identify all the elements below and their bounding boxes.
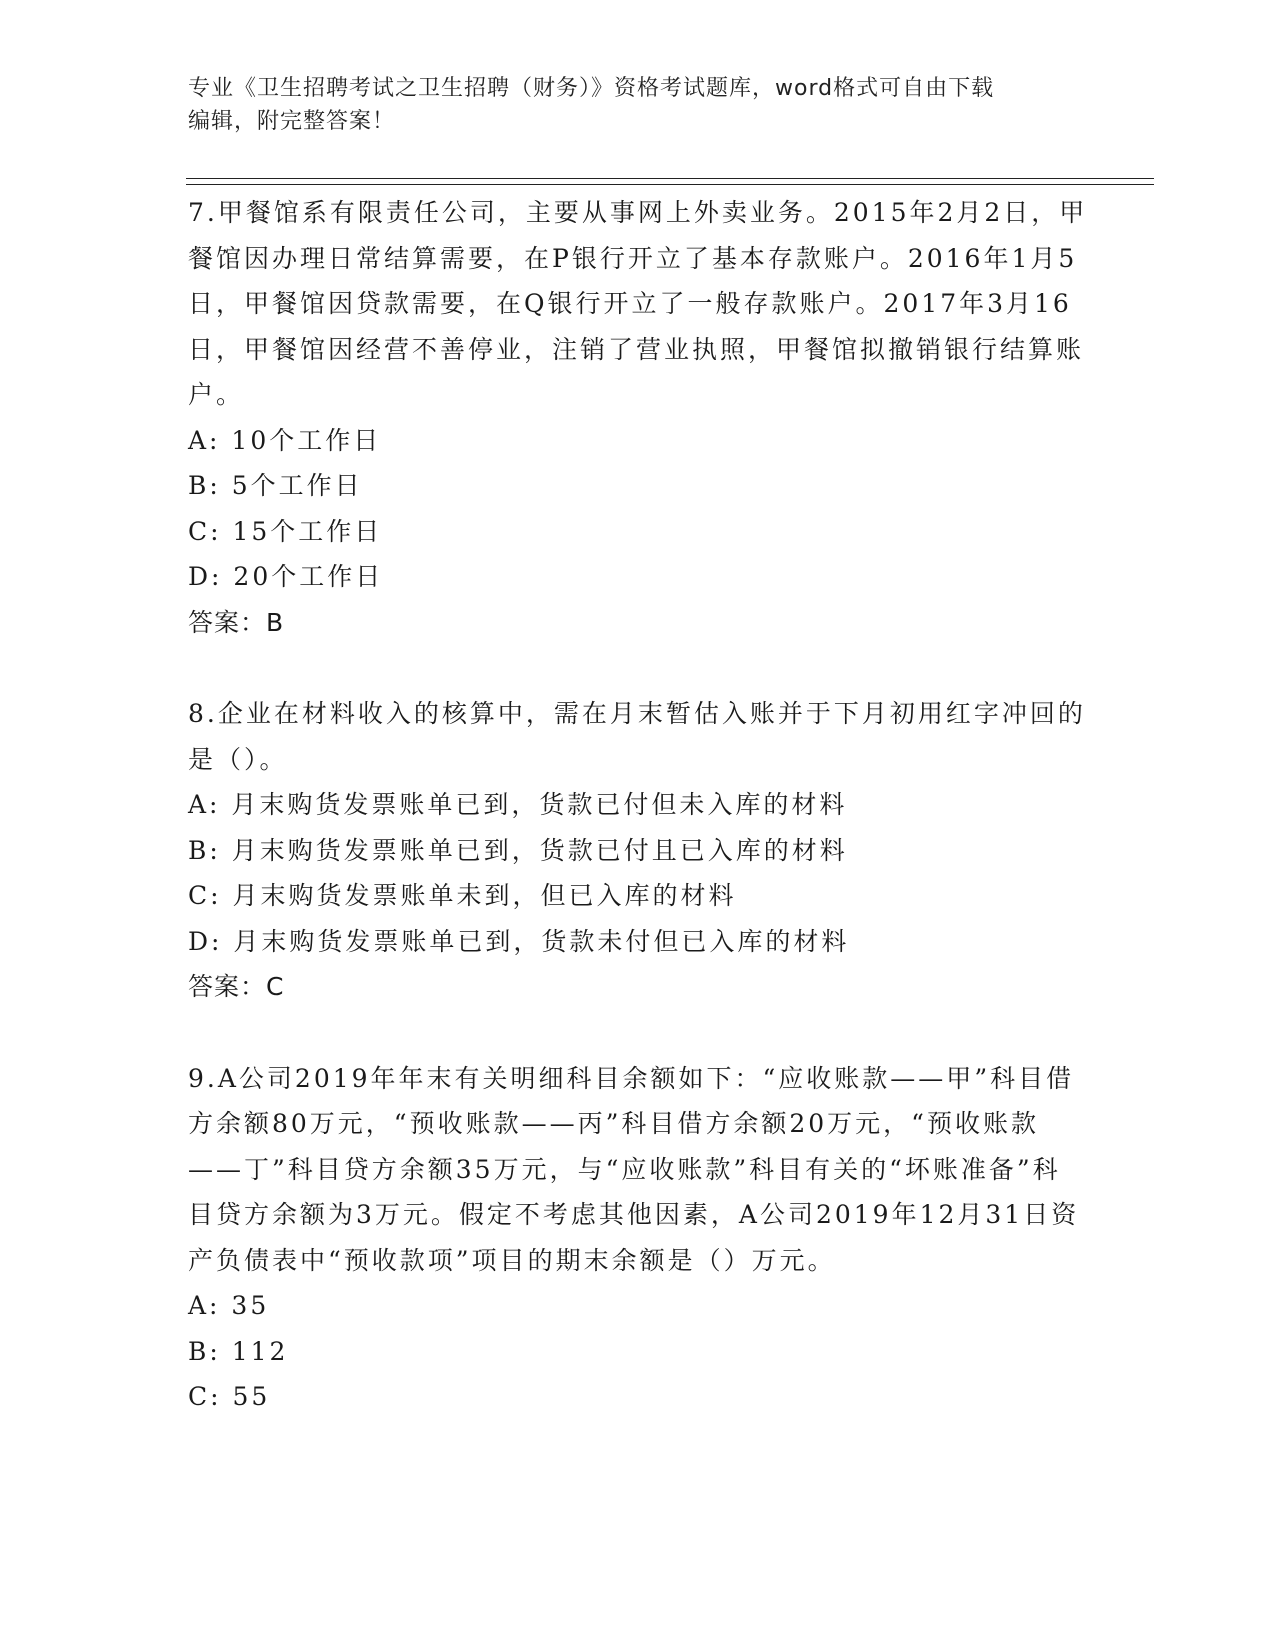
option-c: C: 15个工作日	[188, 516, 383, 546]
question-7	[188, 190, 1088, 645]
answer-label: 答案：C	[188, 972, 285, 1001]
question-stem: 8.企业在材料收入的核算中，需在月末暂估入账并于下月初用红字冲回的是（）。	[188, 699, 1086, 774]
option-b: B: 月末购货发票账单已到，货款已付且已入库的材料	[188, 835, 848, 865]
option-a: A: 10个工作日	[188, 425, 382, 455]
option-d: D: 20个工作日	[188, 562, 384, 591]
question-stem: 9.A公司2019年年末有关明细科目余额如下：“应收账款——甲”科目借方余额80万元，“预收账款——丙”科目借方余额20万元，“预收账款——丁”科目贷方余额35万元，与“应收账款”科目有关的“坏账准备”科目贷方余额为3万元。假定不考虑其他因素，A公司2019年12月31日资产负债表中“预收款项”项目的期末余额是（）万元。	[188, 1063, 1080, 1275]
header-line-2: 编辑，附完整答案！	[188, 109, 396, 134]
option-c: C: 55	[188, 1382, 271, 1411]
option-b: B: 5个工作日	[188, 471, 363, 500]
question-8	[188, 691, 1088, 1010]
header-divider-bottom	[186, 184, 1154, 185]
header-divider-top	[186, 178, 1154, 179]
option-b: B: 112	[188, 1336, 289, 1366]
option-c: C: 月末购货发票账单未到，但已入库的材料	[188, 881, 737, 910]
question-stem: 7.甲餐馆系有限责任公司，主要从事网上外卖业务。2015年2月2日，甲餐馆因办理日常结算需要，在P银行开立了基本存款账户。2016年1月5日，甲餐馆因贷款需要，在Q银行开立了一般存款账户。2017年3月16日，甲餐馆因经营不善停业，注销了营业执照，甲餐馆拟撤销银行结算账户。	[188, 198, 1088, 409]
document-header	[188, 72, 1088, 138]
option-a: A: 月末购货发票账单已到，货款已付但未入库的材料	[188, 790, 848, 819]
header-line-1: 专业《卫生招聘考试之卫生招聘（财务）》资格考试题库，word格式可自由下载	[188, 76, 995, 101]
question-list	[188, 190, 1088, 1466]
question-9	[188, 1056, 1088, 1420]
answer-label: 答案：B	[188, 607, 285, 637]
option-d: D: 月末购货发票账单已到，货款未付但已入库的材料	[188, 926, 850, 956]
option-a: A: 35	[188, 1291, 270, 1320]
